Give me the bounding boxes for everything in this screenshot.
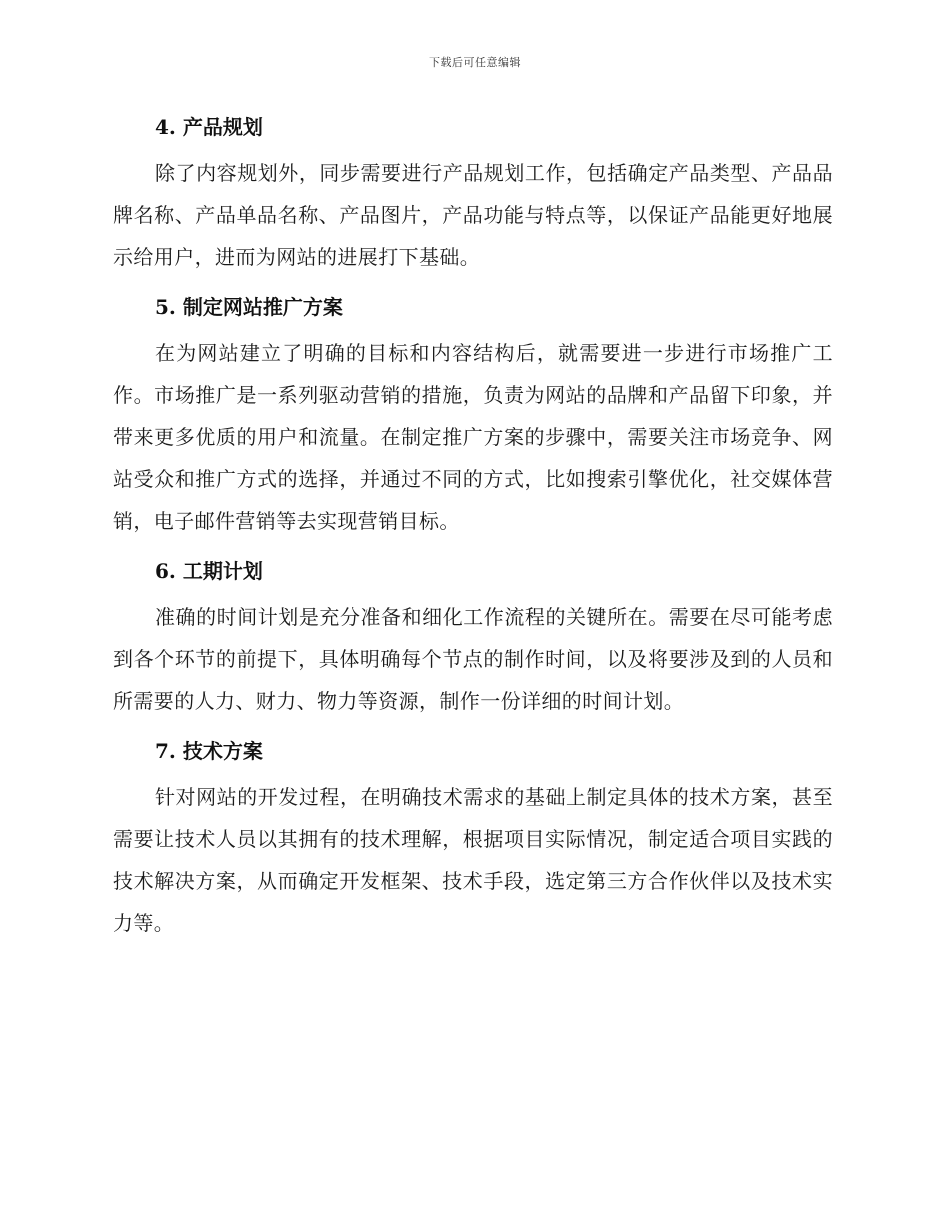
- section-heading: 7. 技术方案: [155, 739, 263, 763]
- section-promotion-plan: [113, 288, 833, 542]
- document-body: [113, 108, 833, 954]
- section-schedule-plan: [113, 552, 833, 722]
- section-heading: 4. 产品规划: [155, 115, 263, 139]
- section-paragraph: 准确的时间计划是充分准备和细化工作流程的关键所在。需要在尽可能考虑到各个环节的前提下，具体明确每个节点的制作时间，以及将要涉及到的人员和所需要的人力、财力、物力等资源，制作一份详细的时间计划。: [113, 605, 833, 713]
- section-paragraph: 在为网站建立了明确的目标和内容结构后，就需要进一步进行市场推广工作。市场推广是一系列驱动营销的措施，负责为网站的品牌和产品留下印象，并带来更多优质的用户和流量。在制定推广方案的步骤中，需要关注市场竞争、网站受众和推广方式的选择，并通过不同的方式，比如搜索引擎优化，社交媒体营销，电子邮件营销等去实现营销目标。: [113, 341, 833, 533]
- section-heading: 6. 工期计划: [155, 559, 263, 583]
- section-paragraph: 针对网站的开发过程，在明确技术需求的基础上制定具体的技术方案，甚至需要让技术人员以其拥有的技术理解，根据项目实际情况，制定适合项目实践的技术解决方案，从而确定开发框架、技术手段，选定第三方合作伙伴以及技术实力等。: [113, 785, 833, 935]
- section-product-planning: [113, 108, 833, 278]
- section-heading: 5. 制定网站推广方案: [155, 295, 343, 319]
- header-note: 下载后可任意编辑: [429, 56, 521, 69]
- section-paragraph: 除了内容规划外，同步需要进行产品规划工作，包括确定产品类型、产品品牌名称、产品单品名称、产品图片，产品功能与特点等，以保证产品能更好地展示给用户，进而为网站的进展打下基础。: [113, 161, 833, 269]
- section-technical-plan: [113, 732, 833, 944]
